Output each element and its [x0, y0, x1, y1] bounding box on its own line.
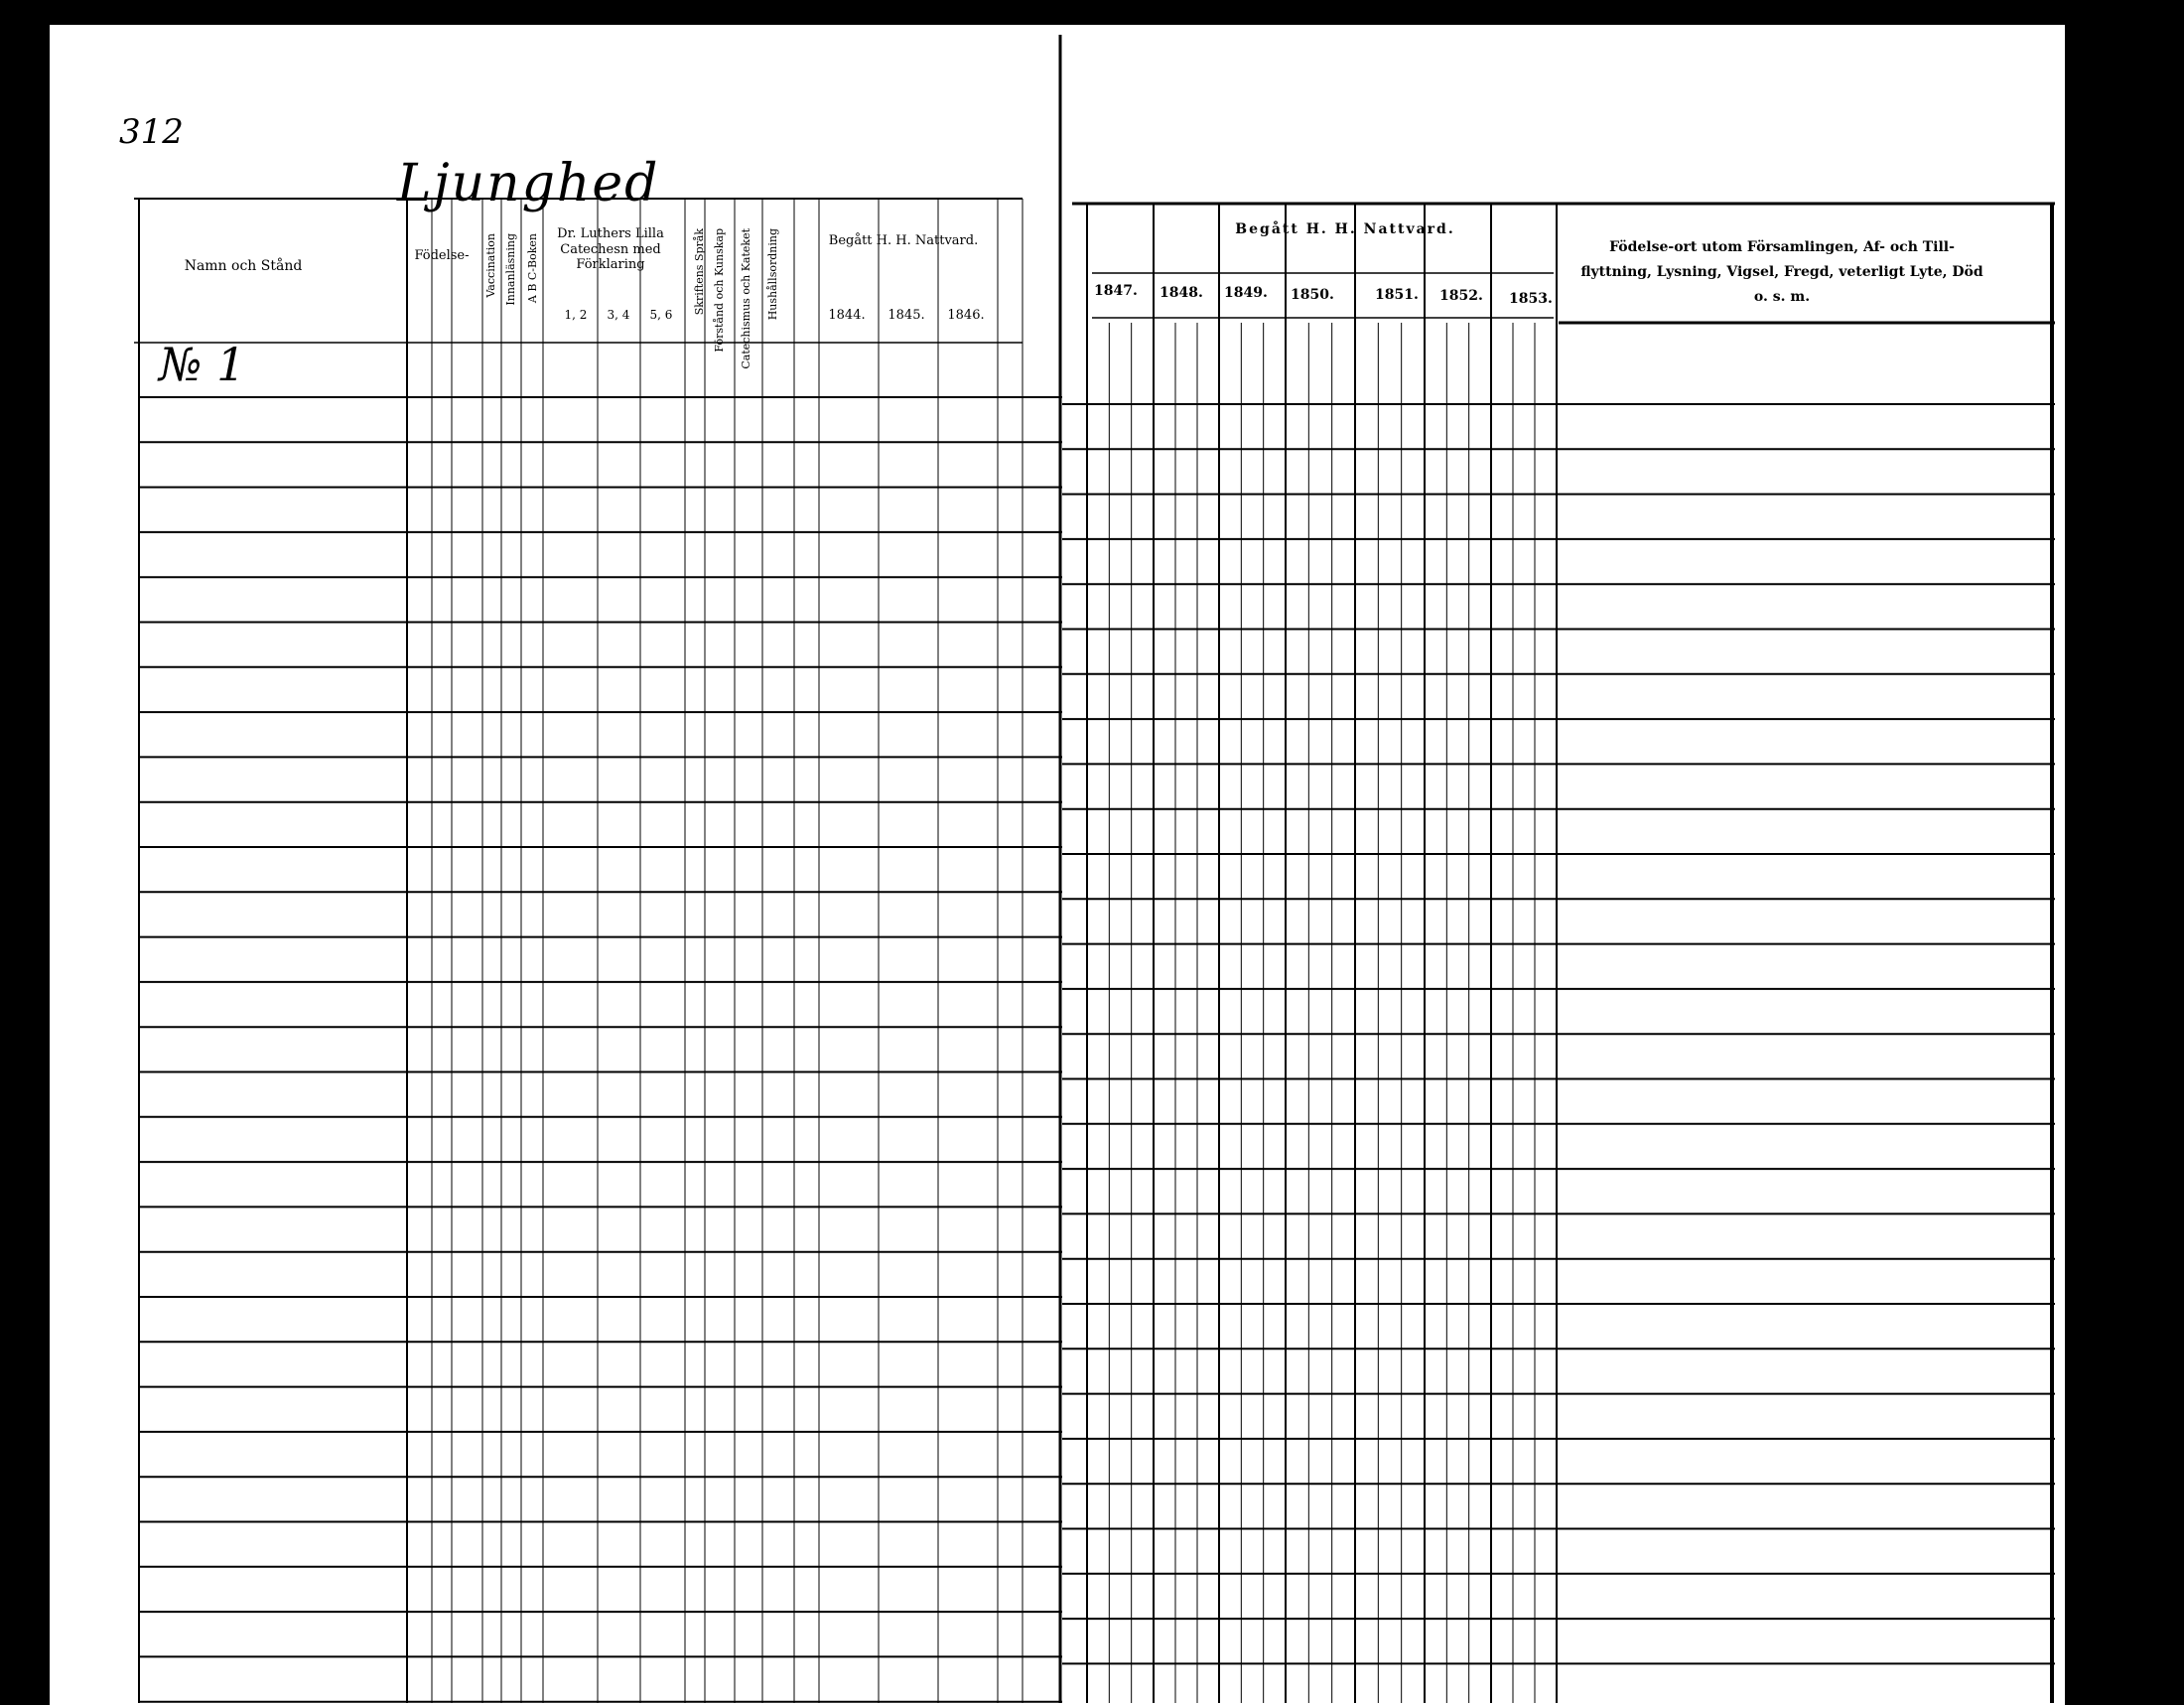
year-1852: 1852.: [1439, 288, 1483, 304]
forstand-header: Förstånd och Kunskap: [713, 228, 726, 353]
abc-header: A B C-Boken: [526, 233, 539, 304]
year-1846: 1846.: [947, 308, 985, 323]
luther-sub-1: 1, 2: [564, 308, 588, 322]
left-grid: [50, 25, 1062, 1705]
year-1845: 1845.: [887, 308, 925, 323]
year-1849: 1849.: [1224, 285, 1268, 301]
catechism-test-header: Catechismus och Kateket: [740, 228, 752, 369]
luther-header: Dr. Luthers Lilla Catechesn med Förklaring: [557, 226, 664, 273]
birth-header: Födelse-: [414, 248, 470, 263]
communion-header-right: Begått H. H. Nattvard.: [1235, 221, 1455, 237]
name-header: Namn och Stånd: [184, 258, 303, 274]
skriftens-header: Skriftens Språk: [693, 228, 706, 316]
left-page: [50, 25, 1062, 1705]
year-1853: 1853.: [1509, 291, 1553, 307]
luther-sub-3: 5, 6: [649, 308, 673, 322]
remarks-header: Födelse-ort utom Församlingen, Af- och Till-flyttning, Lysning, Vigsel, Fregd, veterligt Lyte, Död o. s. m.: [1580, 239, 1983, 306]
year-1844: 1844.: [828, 308, 866, 323]
year-1851: 1851.: [1375, 287, 1419, 303]
luther-sub-2: 3, 4: [607, 308, 630, 322]
right-page: [1062, 25, 2065, 1705]
year-1850: 1850.: [1291, 287, 1334, 303]
reading-header: Innanläsning: [504, 233, 517, 306]
page-number: 312: [119, 112, 184, 152]
year-1848: 1848.: [1160, 285, 1203, 301]
entry-mark: № 1: [159, 338, 246, 391]
right-grid: [1062, 25, 2065, 1705]
place-name: Ljunghed: [397, 154, 660, 213]
vaccination-header: Vaccination: [484, 233, 497, 298]
household-header: Hushållsordning: [766, 228, 779, 321]
year-1847: 1847.: [1094, 283, 1138, 299]
communion-header-left: Begått H. H. Nattvard.: [828, 233, 979, 248]
